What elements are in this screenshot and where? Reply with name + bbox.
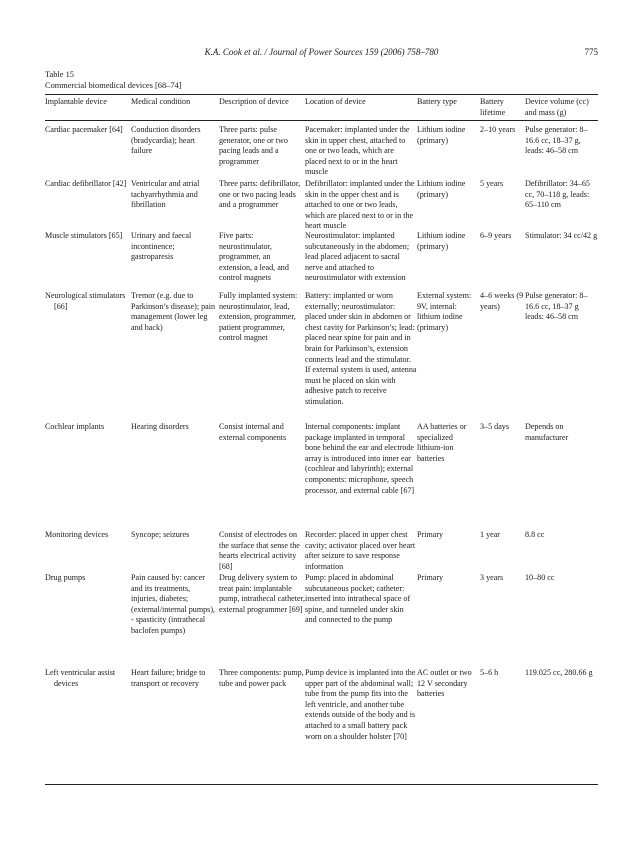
table-header-row <box>45 97 598 119</box>
page-number: 775 <box>584 47 598 57</box>
volume-mass-cell: 119.025 cc, 280.66 g <box>525 668 593 677</box>
device-cell: Neurological stimulators [66] <box>45 291 126 311</box>
location-cell: Pump: placed in abdominal subcutaneous pocket; catheter: inserted into intrathecal space of spine, and tunneled under skin and connected to the pump <box>305 573 411 625</box>
battery-lifetime-cell: 3–5 days <box>480 422 509 431</box>
device-cell: Left ventricular assist devices <box>45 668 116 688</box>
device-cell: Cardiac defibrillator [42] <box>45 179 127 188</box>
condition-cell: Urinary and faecal incontinence; gastroparesis <box>131 231 192 262</box>
table-header-rule <box>45 120 598 121</box>
battery-lifetime-cell: 5 years <box>480 179 504 188</box>
volume-mass-cell: 8.8 cc <box>525 530 545 539</box>
volume-mass-cell: Defibrillator: 34–65 cc, 70–118 g, leads: 65–110 cm <box>525 179 590 210</box>
battery-type-cell: Lithium iodine (primary) <box>417 231 466 251</box>
location-cell: Recorder: placed in upper chest cavity; activator placed over heart after seizure to save response information <box>305 530 416 571</box>
battery-lifetime-cell: 3 years <box>480 573 504 582</box>
location-cell: Battery: implanted or worn externally; neurostimulator: placed under skin in abdomen or chest cavity for Parkinson’s; lead: placed near spine for pain and in brain for Parkinson’s, extension connects lead and the stimulator. If external system is used, antenna must be placed on skin with adhesive patch to receive stimulation. <box>305 291 417 406</box>
battery-type-cell: Lithium iodine (primary) <box>417 125 466 145</box>
volume-mass-cell: 10–80 cc <box>525 573 555 582</box>
battery-type-cell: AA batteries or specialized lithium-ion batteries <box>417 422 467 463</box>
device-cell: Cardiac pacemaker [64] <box>45 125 123 134</box>
battery-lifetime-cell: 5–6 h <box>480 668 499 677</box>
battery-type-cell: Primary <box>417 573 444 582</box>
battery-type-cell: External system: 9V, internal: lithium iodine (primary) <box>417 291 472 332</box>
table-caption <box>45 69 605 91</box>
table-title: Commercial biomedical devices [68–74] <box>45 81 182 90</box>
battery-lifetime-cell: 4–6 weeks (9 years) <box>480 291 524 311</box>
condition-cell: Syncope; seizures <box>131 530 190 539</box>
table-top-rule <box>45 94 598 95</box>
column-header: Description of device <box>219 97 289 106</box>
volume-mass-cell: Pulse generator: 8–16.6 cc, 18–37 g leads: 46–58 cm <box>525 291 588 322</box>
description-cell: Drug delivery system to treat pain: implantable pump, intrathecal catheter, external programmer [69] <box>219 573 305 614</box>
description-cell: Fully implanted system: neurostimulator, lead, extension, programmer, patient programmer, control magnet <box>219 291 298 343</box>
location-cell: Defibrillator: implanted under the skin in the upper chest and is attached to one or two leads, which are placed next to or in the heart muscle <box>305 179 415 231</box>
column-header: Battery lifetime <box>480 97 506 117</box>
description-cell: Consist internal and external components <box>219 422 287 442</box>
device-cell: Drug pumps <box>45 573 86 582</box>
column-header: Battery type <box>417 97 457 106</box>
column-header: Implantable device <box>45 97 107 106</box>
description-cell: Three parts: pulse generator, one or two pacing leads and a programmer <box>219 125 288 166</box>
column-header: Medical condition <box>131 97 191 106</box>
table-bottom-rule <box>45 784 598 785</box>
condition-cell: Conduction disorders (bradycardia); heart failure <box>131 125 201 156</box>
device-cell: Cochlear implants <box>45 422 105 431</box>
description-cell: Three components: pump, tube and power pack <box>219 668 304 688</box>
battery-lifetime-cell: 6–9 years <box>480 231 512 240</box>
condition-cell: Hearing disorders <box>131 422 189 431</box>
condition-cell: Tremor (e.g. due to Parkinson’s disease); pain management (lower leg and back) <box>131 291 216 332</box>
location-cell: Pump device is implanted into the upper part of the abdominal wall; tube from the pump fits into the left ventricle, and another tube extends outside of the body and is attached to a small battery pack worn on a shoulder holster [70] <box>305 668 416 741</box>
volume-mass-cell: Pulse generator: 8–16.6 cc, 18–37 g, leads: 46–58 cm <box>525 125 588 156</box>
battery-lifetime-cell: 2–10 years <box>480 125 516 134</box>
battery-lifetime-cell: 1 year <box>480 530 500 539</box>
condition-cell: Pain caused by: cancer and its treatments, injuries, diabetes; (external/internal pumps), - spasticity (intrathecal baclofen pumps) <box>131 573 216 635</box>
location-cell: Neurostimulator: implanted subcutaneously in the abdomen; lead placed adjacent to sacral nerve and attached to neurostimulator with extension <box>305 231 410 283</box>
location-cell: Internal components: implant package implanted in temporal bone behind the ear and electrode array is introduced into inner ear (cochlear and labyrinth); external components: microphone, speech processor, and external cable [67] <box>305 422 415 495</box>
journal-citation: K.A. Cook et al. / Journal of Power Sources 159 (2006) 758–780 <box>204 47 439 57</box>
device-cell: Monitoring devices <box>45 530 109 539</box>
condition-cell: Ventricular and atrial tachyarrhythmia and fibrillation <box>131 179 200 210</box>
location-cell: Pacemaker: implanted under the skin in upper chest, attached to one or two leads, which are placed next to or in the heart muscle <box>305 125 410 177</box>
column-header: Device volume (cc) and mass (g) <box>525 97 589 117</box>
battery-type-cell: Primary <box>417 530 444 539</box>
condition-cell: Heart failure; bridge to transport or recovery <box>131 668 206 688</box>
volume-mass-cell: Stimulator: 34 cc/42 g <box>525 231 598 240</box>
description-cell: Five parts: neurostimulator, programmer, an extension, a lead, and control magnets <box>219 231 289 283</box>
description-cell: Consist of electrodes on the surface that sense the hearts electrical activity [68] <box>219 530 300 571</box>
table-label: Table 15 <box>45 70 74 79</box>
volume-mass-cell: Depends on manufacturer <box>525 422 569 442</box>
battery-type-cell: Lithium iodine (primary) <box>417 179 466 199</box>
running-header <box>45 47 598 61</box>
column-header: Location of device <box>305 97 366 106</box>
description-cell: Three parts: defibrillator, one or two pacing leads and a programmer <box>219 179 301 210</box>
device-cell: Muscle stimulators [65] <box>45 231 123 240</box>
battery-type-cell: AC outlet or two 12 V secondary batteries <box>417 668 472 699</box>
